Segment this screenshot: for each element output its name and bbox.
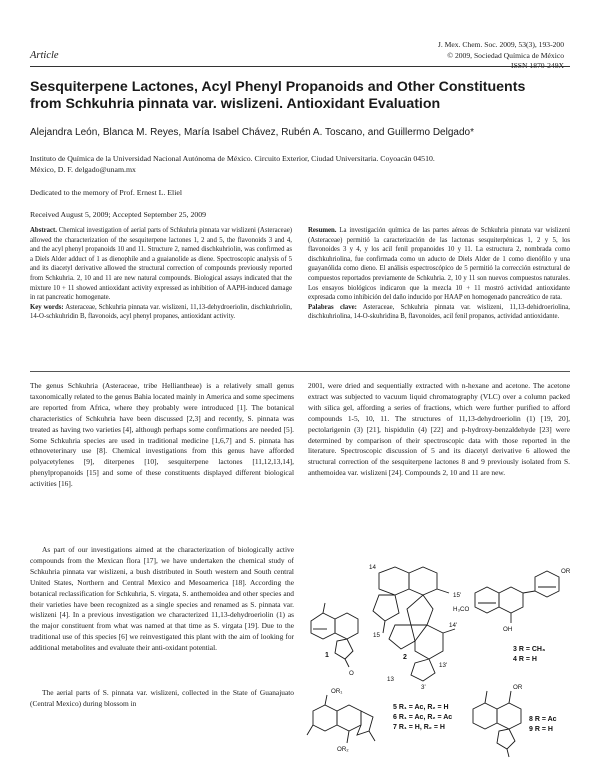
compound-label-4: 4 R = H bbox=[513, 656, 537, 663]
atom-label-h3co: H₃CO bbox=[453, 606, 470, 613]
compound-label-6: 6 R₁ = Ac, R₂ = Ac bbox=[393, 714, 453, 721]
paper-title bbox=[30, 79, 575, 113]
compound-label-1: 1 bbox=[325, 652, 329, 659]
author-list: Alejandra León, Blanca M. Reyes, María Isabel Chávez, Rubén A. Toscano, and Guillermo Delgado* bbox=[30, 127, 474, 138]
resumen-block bbox=[308, 226, 570, 322]
compound-3-4-drawing bbox=[475, 571, 559, 623]
body-paragraph-1: The genus Schkuhria (Asteraceae, tribe Helliantheae) is a relatively small genus taxonomically related to the genus Bahia located mainly in America and some specimens are reported from Africa, where they probably were introduced [1]. The botanical characteristics of Schkuhria have been discussed [2,3] and recently, S. pinnata was treated as having two varieties [4], although perhaps some confirmations are needed [5]. Some Schkuhria species are used in traditional medicine [1,6,7] and S. pinnata has ethnoveterinary use [8]. Chemical investigations from this genus have afforded polyacetylenes [9], diterpenes [10], sesquiterpene lactones [11,12,13,14], phenylpropanoids [15] and some of these constituents displayed different biological activities [16]. bbox=[30, 381, 294, 489]
compound-label-2: 2 bbox=[403, 654, 407, 661]
atom-label-15-prime: 15' bbox=[453, 592, 462, 599]
compound-8-9-drawing bbox=[473, 691, 521, 757]
atom-label-or1: OR₁ bbox=[331, 688, 343, 695]
compound-label-7: 7 R₁ = H, R₂ = H bbox=[393, 724, 445, 731]
structures-figure bbox=[303, 533, 573, 758]
header-rule bbox=[30, 66, 570, 67]
title-line-2: from Schkuhria pinnata var. wislizeni. Antioxidant Evaluation bbox=[30, 96, 441, 112]
affiliation-line-2: México, D. F. delgado@unam.mx bbox=[30, 165, 136, 174]
compound-1-drawing bbox=[311, 603, 358, 667]
dedication: Dedicated to the memory of Prof. Ernest L. Eliel bbox=[30, 188, 182, 197]
atom-label-or: OR bbox=[561, 568, 571, 575]
title-line-1: Sesquiterpene Lactones, Acyl Phenyl Propanoids and Other Constituents bbox=[30, 79, 526, 95]
atom-label-14-prime: 14' bbox=[449, 622, 458, 629]
affiliation bbox=[30, 153, 575, 175]
palabras-clave-text: Asteraceae, Schkuhria pinnata var. wislizeni, 11,13-dehidroeriolina, dischkuhriolina, 14-O-skuhridina B, flavonoides, acil fenil propanos, actividad antioxidante. bbox=[308, 303, 571, 321]
atom-label-14: 14 bbox=[369, 564, 376, 571]
compound-label-8: 8 R = Ac bbox=[529, 716, 557, 723]
abstract-label: Abstract. bbox=[30, 227, 57, 234]
resumen-label: Resumen. bbox=[308, 227, 337, 234]
received-dates: Received August 5, 2009; Accepted September 25, 2009 bbox=[30, 210, 207, 219]
abstract-text: Chemical investigation of aerial parts of Schkuhria pinnata var wislizeni (Asteraceae) allowed the characterization of the sesquiterpene lactones 1, 2 and 5, the flavonoids 3 and 4, and the acyl phenyl propanoids 10 and 11. Structure 2, named dischkuhriolin, was confirmed as a Diels Alder adduct of 1 as dienophile and a guaianolide as diene. Spectroscopic analysis of 5 and its diacetyl derivative allowed the structural correction of compounds previously reported from Schkuhria. 2, 10 and 11 are new natural compounds. Biological assays indicated that the mixture 10 + 11 showed antioxidant activity expressed as inhibition of AAPH-induced damage in rat pancreatic homogenate. bbox=[30, 227, 292, 302]
body-paragraph-4: 2001, were dried and sequentially extracted with n-hexane and acetone. The acetone extract was subjected to vacuum liquid chromatography (VLC) over a column packed with silica gel, affording a series of fractions, which were further purified to afford compounds 1-5, 10, 11. The structures of 11,13-dehydroeriolin (1) [19, 20], pectolarigenin (3) [21], hispidulin (4) [22] and p-hydroxy-benzaldehyde [23] were determined by comparison of their spectroscopic data with those reported in the literature. Spectroscopic discussion of 5 and its diacetyl derivative 6 allowed the structural correction of the sesquiterpene lactones 8 and 9 previously isolated from S. anthemoidea var. wislizeni [24]. Compounds 2, 10 and 11 are new. bbox=[308, 381, 570, 478]
palabras-clave-label: Palabras clave: bbox=[308, 303, 357, 311]
compound-label-9: 9 R = H bbox=[529, 726, 553, 733]
abstract-block bbox=[30, 226, 292, 322]
atom-label-o-1: O bbox=[349, 670, 354, 677]
body-paragraph-3: The aerial parts of S. pinnata var. wislizeni, collected in the State of Guanajuato (Central Mexico) during blossom in bbox=[30, 688, 294, 708]
atom-label-13: 13 bbox=[387, 676, 394, 683]
compound-label-3: 3 R = CH₃ bbox=[513, 646, 546, 653]
atom-label-oh: OH bbox=[503, 626, 513, 633]
resumen-text: La investigación química de las partes aéreas de Schkuhria pinnata var wislizeni (Asteraceae) permitió la caracterización de las lactonas sesquiterpénicas 1, 2 y 5, los flavonoides 3 y 4, y los acil fenil propanoides 10 y 11. La estructura 2, nombrada como dischkuhriolina, fue confirmada como un aducto de Diels Alder de 1 como dienófilo y una guayanólida como dieno. El análisis espectroscópico de 5 permitió la corrección estructural de compuestos reportados previamente de Schkuhria. 2, 10 y 11 son nuevos compuestos naturales. Los ensayos biológicos indicaron que la mezcla 10 + 11 mostró actividad antioxidante expresada como inhibición del daño inducido por HAAP en homogenado pancreático de rata. bbox=[308, 227, 570, 302]
keywords-text: Asteraceae, Schkuhria pinnata var. wislizeni, 11,13-dehydroeriolin, dischkuhriolin, 14-O-schkuhridin B, flavonoids, acyl phenyl propanes, antioxidant activity. bbox=[30, 303, 292, 321]
atom-label-or-8: OR bbox=[513, 684, 523, 691]
keywords-label: Key words: bbox=[30, 303, 64, 311]
compound-label-5: 5 R₁ = Ac, R₂ = H bbox=[393, 704, 449, 711]
section-label: Article bbox=[30, 50, 59, 61]
compound-5-7-drawing bbox=[307, 695, 375, 743]
affiliation-line-1: Instituto de Química de la Universidad Nacional Autónoma de México. Circuito Exterior, Ciudad Universitaria. Coyoacán 04510. bbox=[30, 154, 435, 163]
atom-label-or2: OR₂ bbox=[337, 746, 349, 753]
journal-citation: J. Mex. Chem. Soc. 2009, 53(3), 193-200 bbox=[437, 40, 564, 49]
structures-svg bbox=[303, 533, 573, 758]
body-paragraph-2: As part of our investigations aimed at the characterization of biologically active compounds from the Mexican flora [17], we have undertaken the chemical study of Schkuhria pinnata var wislizeni, a bush distributed in South western and South central United States, Northern and Central Mexico and Mesoamerica [18]. According the botanical reclassification for Schkuhria, S. virgata, S. anthemoidea and other species and their varieties have been recognized as a single species and renamed as S. pinnata var. wislizeni [4]. In a previous investigation we characterized 11,13-dehydroeriolin (1) as the major constituent from what was named at that time as S. virgata [19]. Due to the traditional use of this species [6] we reinvestigated this plant with the aim of looking for additional metabolites and evaluate their anti-oxidant potential. bbox=[30, 545, 294, 653]
atom-label-3-prime: 3' bbox=[421, 684, 426, 691]
atom-label-15: 15 bbox=[373, 632, 380, 639]
atom-label-13-prime: 13' bbox=[439, 662, 448, 669]
copyright-line: © 2009, Sociedad Química de México bbox=[447, 50, 564, 60]
abstract-separator bbox=[30, 371, 570, 372]
